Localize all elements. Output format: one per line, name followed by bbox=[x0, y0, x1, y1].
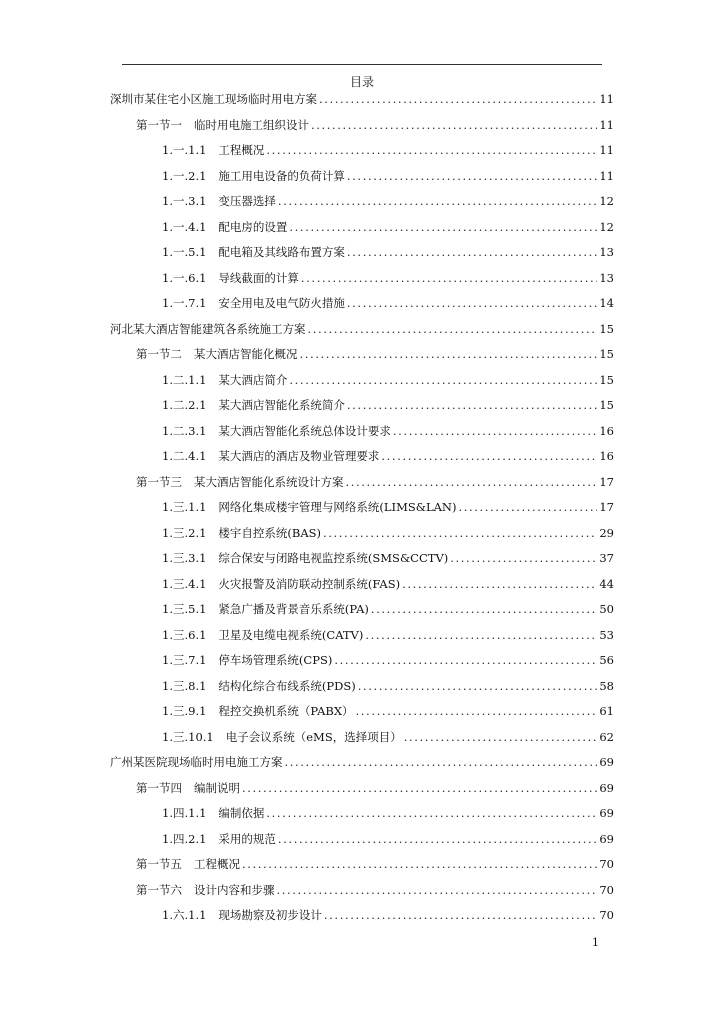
toc-entry-page: 12 bbox=[599, 219, 614, 234]
toc-entry-label: 工程概况 bbox=[218, 143, 265, 157]
toc-entry-page: 13 bbox=[599, 270, 614, 285]
toc-entry[interactable] bbox=[136, 781, 614, 795]
toc-entry[interactable] bbox=[162, 832, 614, 846]
toc-entry-number: 1.一.7.1 bbox=[162, 296, 207, 310]
toc-leader-dots bbox=[266, 143, 597, 157]
toc-leader-dots bbox=[381, 449, 597, 463]
toc-entry-label: 紧急广播及背景音乐系统(PA) bbox=[218, 602, 369, 616]
toc-entry-number: 第一节四 bbox=[136, 780, 182, 795]
toc-entry-label: 某大酒店智能化概况 bbox=[194, 347, 298, 361]
toc-entry-page: 50 bbox=[599, 602, 614, 616]
toc-entry-page: 69 bbox=[599, 831, 614, 846]
toc-entry-label: 某大酒店智能化系统总体设计要求 bbox=[218, 423, 391, 438]
toc-entry[interactable] bbox=[162, 169, 614, 183]
toc-entry-label: 临时用电施工组织设计 bbox=[194, 117, 309, 132]
toc-leader-dots bbox=[319, 92, 597, 106]
toc-entry-page: 44 bbox=[599, 576, 614, 591]
toc-entry[interactable] bbox=[136, 883, 614, 897]
toc-entry-page: 11 bbox=[599, 143, 614, 157]
toc-entry-label: 某大酒店简介 bbox=[218, 372, 288, 387]
toc-leader-dots bbox=[323, 526, 597, 540]
toc-entry-label: 设计内容和步骤 bbox=[194, 882, 275, 897]
toc-entry-label: 安全用电及电气防火措施 bbox=[218, 296, 345, 310]
toc-entry-number: 1.三.3.1 bbox=[162, 551, 207, 565]
toc-entry-label: 编制说明 bbox=[194, 780, 240, 795]
toc-entry-page: 13 bbox=[599, 245, 614, 259]
toc-leader-dots bbox=[311, 118, 597, 132]
toc-entry-page: 11 bbox=[599, 168, 614, 183]
toc-entry-page: 69 bbox=[599, 806, 614, 820]
toc-entry-number: 1.二.2.1 bbox=[162, 398, 207, 412]
toc-leader-dots bbox=[278, 194, 597, 208]
toc-entry[interactable] bbox=[162, 500, 614, 514]
toc-entry-number: 1.一.1.1 bbox=[162, 143, 207, 157]
toc-leader-dots bbox=[347, 169, 597, 183]
toc-entry[interactable] bbox=[162, 653, 614, 667]
toc-entry-page: 15 bbox=[599, 398, 614, 412]
toc-entry-label: 编制依据 bbox=[218, 806, 265, 820]
toc-entry-number: 1.一.2.1 bbox=[162, 168, 207, 183]
toc-entry-label: 深圳市某住宅小区施工现场临时用电方案 bbox=[110, 92, 317, 106]
toc-entry-label: 现场勘察及初步设计 bbox=[218, 908, 322, 922]
toc-entry-number: 1.三.8.1 bbox=[162, 678, 207, 693]
toc-entry-page: 17 bbox=[599, 500, 614, 514]
toc-entry[interactable] bbox=[162, 296, 614, 310]
toc-leader-dots bbox=[242, 781, 597, 795]
toc-entry[interactable] bbox=[110, 755, 614, 769]
toc-entry-page: 16 bbox=[599, 449, 614, 463]
toc-entry-label: 广州某医院现场临时用电施工方案 bbox=[110, 755, 283, 769]
toc-leader-dots bbox=[300, 347, 598, 361]
toc-entry-number: 第一节五 bbox=[136, 857, 182, 871]
toc-entry-page: 12 bbox=[599, 194, 614, 208]
toc-leader-dots bbox=[365, 628, 597, 642]
toc-leader-dots bbox=[402, 577, 597, 591]
toc-leader-dots bbox=[347, 296, 597, 310]
page-number: 1 bbox=[592, 936, 599, 949]
toc-entry-page: 53 bbox=[599, 627, 614, 642]
toc-entry-page: 15 bbox=[599, 347, 614, 361]
toc-entry-page: 70 bbox=[599, 908, 614, 922]
toc-leader-dots bbox=[450, 551, 597, 565]
toc-entry-page: 15 bbox=[599, 321, 614, 336]
toc-entry[interactable] bbox=[162, 679, 614, 693]
toc-leader-dots bbox=[347, 398, 597, 412]
toc-entry-label: 某大酒店智能化系统简介 bbox=[218, 398, 345, 412]
toc-entry[interactable] bbox=[162, 220, 614, 234]
toc-entry-page: 70 bbox=[599, 857, 614, 871]
toc-entry-page: 14 bbox=[599, 296, 614, 310]
toc-entry-page: 69 bbox=[599, 755, 614, 769]
toc-entry-number: 1.二.3.1 bbox=[162, 423, 207, 438]
toc-entry[interactable] bbox=[136, 475, 614, 489]
toc-leader-dots bbox=[458, 500, 597, 514]
toc-entry[interactable] bbox=[162, 908, 614, 922]
toc-entry-number: 1.四.1.1 bbox=[162, 806, 207, 820]
toc-entry-number: 1.三.1.1 bbox=[162, 500, 207, 514]
toc-leader-dots bbox=[308, 322, 598, 336]
toc-entry[interactable] bbox=[136, 118, 614, 132]
toc-entry-number: 第一节一 bbox=[136, 117, 182, 132]
toc-entry-label: 采用的规范 bbox=[218, 831, 276, 846]
toc-entry-page: 58 bbox=[599, 678, 614, 693]
toc-entry-page: 16 bbox=[599, 423, 614, 438]
toc-entry[interactable] bbox=[162, 424, 614, 438]
toc-entry-number: 第一节六 bbox=[136, 882, 182, 897]
toc-entry-page: 11 bbox=[599, 117, 614, 132]
toc-entry-label: 某大酒店的酒店及物业管理要求 bbox=[218, 449, 380, 463]
toc-entry[interactable] bbox=[162, 398, 614, 412]
toc-entry-label: 网络化集成楼宇管理与网络系统(LIMS&LAN) bbox=[218, 500, 457, 514]
toc-entry-number: 1.二.4.1 bbox=[162, 449, 207, 463]
toc-entry-number: 1.二.1.1 bbox=[162, 372, 207, 387]
toc-entry-number: 1.三.4.1 bbox=[162, 576, 207, 591]
toc-entry[interactable] bbox=[162, 602, 614, 616]
toc-entry-label: 河北某大酒店智能建筑各系统施工方案 bbox=[110, 321, 306, 336]
toc-leader-dots bbox=[356, 704, 598, 718]
toc-leader-dots bbox=[347, 245, 597, 259]
toc-leader-dots bbox=[277, 883, 598, 897]
toc-entry[interactable] bbox=[162, 806, 614, 820]
toc-entry-label: 某大酒店智能化系统设计方案 bbox=[194, 474, 344, 489]
toc-entry-page: 29 bbox=[599, 525, 614, 540]
toc-entry-page: 37 bbox=[599, 551, 614, 565]
toc-entry-page: 61 bbox=[599, 704, 614, 718]
toc-entry[interactable] bbox=[162, 551, 614, 565]
toc-leader-dots bbox=[371, 602, 597, 616]
toc-leader-dots bbox=[242, 857, 597, 871]
toc-entry[interactable] bbox=[162, 526, 614, 540]
toc-entry[interactable] bbox=[162, 704, 614, 718]
toc-entry-number: 1.三.7.1 bbox=[162, 653, 207, 667]
toc-entry-number: 1.三.10.1 bbox=[162, 729, 214, 744]
toc-entry[interactable] bbox=[162, 577, 614, 591]
toc-leader-dots bbox=[324, 908, 597, 922]
toc-entry[interactable] bbox=[162, 628, 614, 642]
toc-entry-number: 第一节三 bbox=[136, 474, 182, 489]
toc-entry-number: 1.一.4.1 bbox=[162, 219, 207, 234]
toc-leader-dots bbox=[289, 373, 597, 387]
toc-entry-label: 施工用电设备的负荷计算 bbox=[218, 168, 345, 183]
header-rule bbox=[122, 64, 602, 65]
toc-entry-label: 综合保安与闭路电视监控系统(SMS&CCTV) bbox=[218, 551, 449, 565]
toc-entry-label: 导线截面的计算 bbox=[218, 270, 299, 285]
toc-leader-dots bbox=[285, 755, 598, 769]
toc-entry-page: 62 bbox=[599, 729, 614, 744]
toc-entry-number: 1.一.5.1 bbox=[162, 245, 207, 259]
toc-leader-dots bbox=[346, 475, 598, 489]
toc-entry-number: 1.三.9.1 bbox=[162, 704, 207, 718]
toc-leader-dots bbox=[334, 653, 597, 667]
toc-entry[interactable] bbox=[136, 857, 614, 871]
toc-entry-page: 17 bbox=[599, 474, 614, 489]
toc-entry-label: 卫星及电缆电视系统(CATV) bbox=[218, 627, 364, 642]
toc-entry-label: 楼宇自控系统(BAS) bbox=[218, 525, 322, 540]
toc-entry-label: 电子会议系统（eMS，选择项目） bbox=[225, 729, 402, 744]
toc-entry-label: 配电房的设置 bbox=[218, 219, 288, 234]
toc-entry-number: 1.三.6.1 bbox=[162, 627, 207, 642]
toc-entry-page: 15 bbox=[599, 372, 614, 387]
toc-entry[interactable] bbox=[110, 92, 614, 106]
toc-entry-page: 11 bbox=[599, 92, 614, 106]
toc-entry[interactable] bbox=[162, 194, 614, 208]
toc-entry[interactable] bbox=[162, 271, 614, 285]
toc-entry-label: 程控交换机系统（PABX） bbox=[218, 704, 354, 718]
toc-entry-label: 结构化综合布线系统(PDS) bbox=[218, 678, 356, 693]
toc-entry-page: 56 bbox=[599, 653, 614, 667]
toc-entry-number: 1.四.2.1 bbox=[162, 831, 207, 846]
toc-entry-label: 火灾报警及消防联动控制系统(FAS) bbox=[218, 576, 401, 591]
toc-entry-number: 1.六.1.1 bbox=[162, 908, 207, 922]
toc-entry-label: 工程概况 bbox=[194, 857, 240, 871]
toc-leader-dots bbox=[358, 679, 598, 693]
toc-entry-label: 变压器选择 bbox=[218, 194, 276, 208]
toc-entry-number: 1.三.2.1 bbox=[162, 525, 207, 540]
toc-entry-page: 69 bbox=[599, 780, 614, 795]
toc-leader-dots bbox=[393, 424, 597, 438]
toc-entry-number: 1.一.3.1 bbox=[162, 194, 207, 208]
toc-entry[interactable] bbox=[162, 730, 614, 744]
toc-entry-label: 配电箱及其线路布置方案 bbox=[218, 245, 345, 259]
toc-entry-number: 1.一.6.1 bbox=[162, 270, 207, 285]
toc-entry[interactable] bbox=[162, 449, 614, 463]
toc-entry-label: 停车场管理系统(CPS) bbox=[218, 653, 333, 667]
toc-entry[interactable] bbox=[110, 322, 614, 336]
toc-leader-dots bbox=[266, 806, 597, 820]
toc-entry-number: 1.三.5.1 bbox=[162, 602, 207, 616]
toc-entry[interactable] bbox=[162, 245, 614, 259]
toc-entry[interactable] bbox=[162, 373, 614, 387]
toc-entry-number: 第一节二 bbox=[136, 347, 182, 361]
toc-leader-dots bbox=[289, 220, 597, 234]
toc-entry-page: 70 bbox=[599, 882, 614, 897]
toc-leader-dots bbox=[404, 730, 598, 744]
toc-leader-dots bbox=[278, 832, 597, 846]
toc-leader-dots bbox=[301, 271, 597, 285]
toc-entry[interactable] bbox=[136, 347, 614, 361]
toc-title: 目录 bbox=[349, 75, 374, 89]
toc-entry[interactable] bbox=[162, 143, 614, 157]
